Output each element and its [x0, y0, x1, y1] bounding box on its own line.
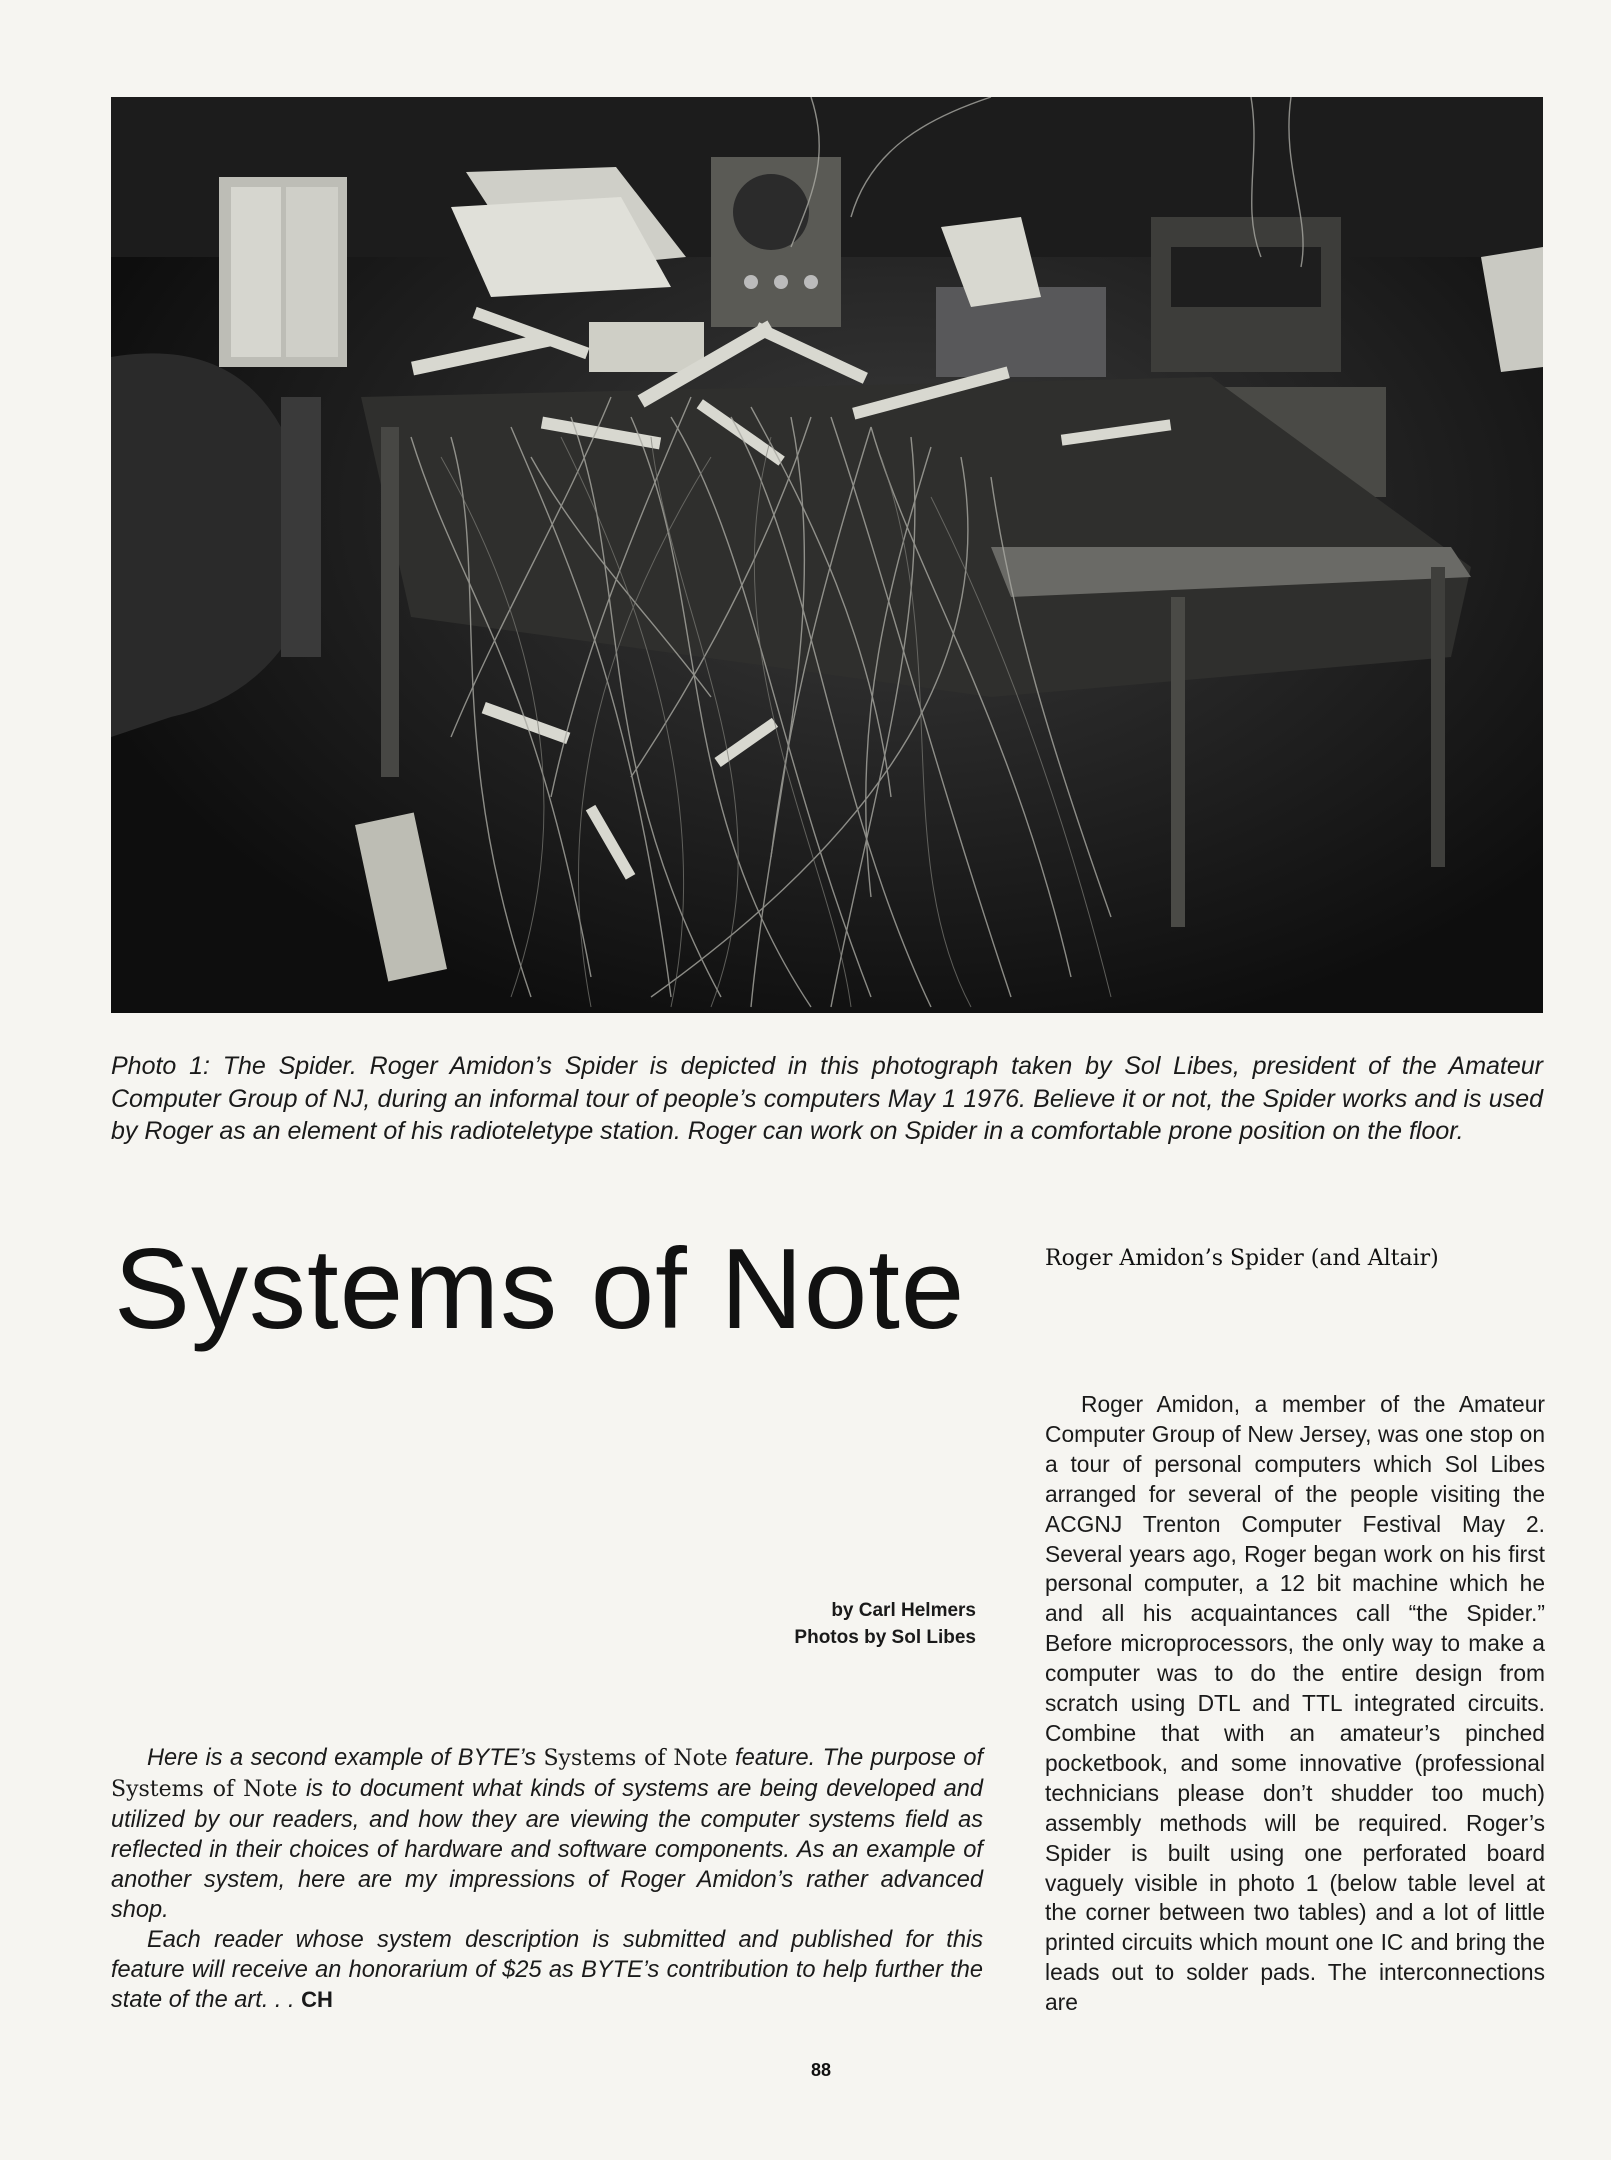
section-subhead: Roger Amidon’s Spider (and Altair): [1045, 1246, 1439, 1271]
spider-photo: [111, 97, 1543, 1013]
feature-name: Systems of Note: [543, 1746, 728, 1771]
intro-text-part: is to document what kinds of systems are being developed and utilized by our readers, and how they are viewing the computer systems field as reflected in their choices of hardware and software components. As an example of another system, here are my impressions of Roger Amidon’s rather advanced shop.: [111, 1776, 984, 1923]
photo-caption: Photo 1: The Spider. Roger Amidon’s Spider is depicted in this photograph taken by Sol Libes, president of the Amateur Computer Group of NJ, during an informal tour of people’s computers May 1 1976. Believe it or not, the Spider works and is used by Roger as an element of his radioteletype station. Roger can work on Spider in a comfortable prone position on the floor.: [111, 1052, 1543, 1145]
intro-text-part: Here is a second example of BYTE’s: [147, 1745, 544, 1771]
photo-spider-computer-icon: [111, 97, 1543, 1013]
byline: [700, 1597, 976, 1651]
page-number: 88: [811, 2060, 832, 2080]
intro-text-part: feature. The purpose of: [727, 1745, 984, 1771]
intro-paragraph-2: [111, 1925, 983, 2015]
byline-photos: Photos by Sol Libes: [794, 1627, 976, 1648]
intro-text: [111, 1743, 983, 2015]
body-column: [1045, 1390, 1545, 2018]
intro-paragraph-1: [111, 1743, 983, 1925]
body-paragraph-1: Roger Amidon, a member of the Amateur Computer Group of New Jersey, was one stop on a tour of personal computers which Sol Libes arranged for several of the people visiting the ACGNJ Trenton Computer Festival May 2. Several years ago, Roger began work on his first personal computer, a 12 bit machine which he and all his acquaintances call “the Spider.” Before microprocessors, the only way to make a computer was to do the entire design from scratch using DTL and TTL integrated circuits. Combine that with an amateur’s pinched pocketbook, and some innovative (professional technicians please don’t shudder too much) assembly methods will be required. Roger’s Spider is built using one perforated board vaguely visible in photo 1 (below table level at the corner between two tables) and a lot of little printed circuits which mount one IC and bring the leads out to solder pads. The interconnections are: [1045, 1391, 1545, 2016]
byline-author: by Carl Helmers: [831, 1600, 976, 1621]
intro-text-part: Each reader whose system description is submitted and published for this feature will receive an honorarium of $25 as BYTE’s contribution to help further the state of the art. . .: [111, 1927, 983, 2013]
feature-name: Systems of Note: [111, 1777, 298, 1802]
editor-initials: CH: [301, 1987, 333, 2012]
article-title: Systems of Note: [114, 1226, 966, 1353]
